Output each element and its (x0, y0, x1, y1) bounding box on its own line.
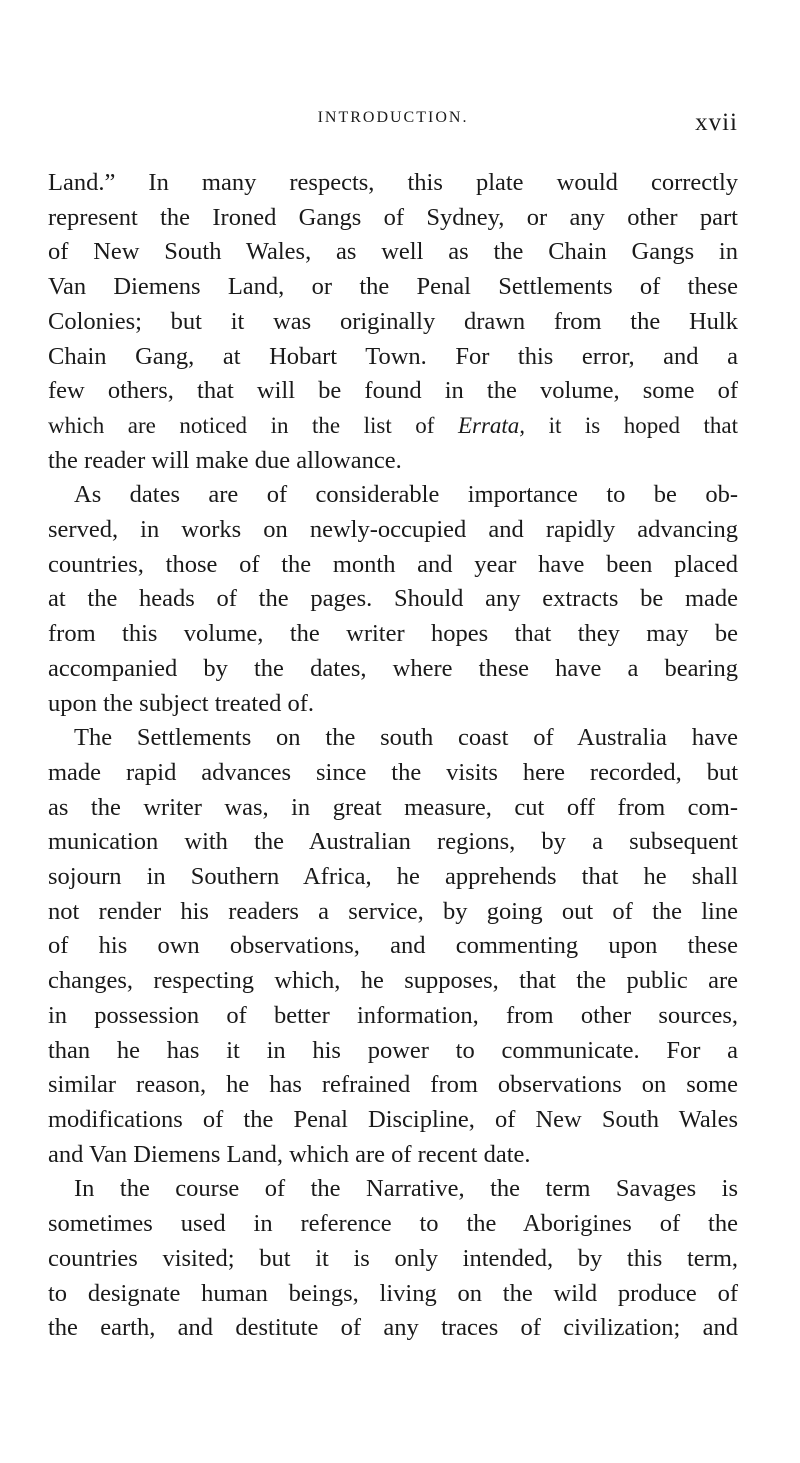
text-fragment: which are noticed in the list of (48, 412, 435, 438)
text-line: of New South Wales, as well as the Chain Gangs in (48, 238, 738, 266)
text-line: in possession of better information, from other sources, (48, 1001, 738, 1029)
text-line: few others, that will be found in the volume, some of (48, 377, 738, 405)
errata-word: Errata, (457, 412, 526, 438)
text-line: represent the Ironed Gangs of Sydney, or any other part (48, 203, 738, 231)
text-line: the earth, and destitute of any traces of civilization; and (48, 1314, 738, 1342)
text-line: Chain Gang, at Hobart Town. For this error, and a (48, 342, 738, 370)
text-line: changes, respecting which, he supposes, that the public are (48, 967, 738, 995)
text-line: than he has it in his power to communicate. For a (48, 1036, 738, 1064)
paragraph-2 (48, 478, 738, 721)
text-line: made rapid advances since the visits here recorded, but (48, 758, 738, 786)
text-line: sojourn in Southern Africa, he apprehends that he shall (48, 863, 738, 891)
text-line: from this volume, the writer hopes that they may be (48, 620, 738, 648)
running-head (48, 108, 738, 144)
text-line: Van Diemens Land, or the Penal Settlements of these (48, 273, 738, 301)
text-line: sometimes used in reference to the Aborigines of the (48, 1210, 738, 1238)
text-line: modifications of the Penal Discipline, of New South Wales (48, 1105, 738, 1133)
text-line: of his own observations, and commenting upon these (48, 932, 738, 960)
text-line: Colonies; but it was originally drawn from the Hulk (48, 307, 738, 335)
text-line: similar reason, he has refrained from observations on some (48, 1071, 738, 1099)
text-fragment: it is hoped that (548, 412, 738, 438)
text-line: countries, those of the month and year have been placed (48, 550, 738, 578)
text-line: to designate human beings, living on the wild produce of (48, 1279, 738, 1307)
text-line: served, in works on newly-occupied and rapidly advancing (48, 516, 738, 544)
text-line: the reader will make due allowance. (48, 446, 402, 474)
page-number: xvii (695, 109, 738, 136)
paragraph-4 (48, 1172, 738, 1346)
text-line: As dates are of considerable importance to be ob- (74, 481, 738, 509)
text-line: munication with the Australian regions, by a subsequent (48, 828, 738, 856)
text-line: Land.” In many respects, this plate would correctly (48, 169, 738, 196)
chapter-title: INTRODUCTION. (317, 109, 469, 126)
body-text (48, 166, 738, 1346)
paragraph-1 (48, 166, 738, 478)
text-line: accompanied by the dates, where these have a bearing (48, 654, 738, 682)
text-line: and Van Diemens Land, which are of recent date. (48, 1140, 531, 1168)
paragraph-3 (48, 721, 738, 1172)
text-line: as the writer was, in great measure, cut off from com- (48, 793, 738, 821)
text-line: not render his readers a service, by going out of the line (48, 897, 738, 925)
text-line-errata (48, 409, 738, 444)
text-line: upon the subject treated of. (48, 689, 315, 717)
text-line: countries visited; but it is only intended, by this term, (48, 1244, 738, 1272)
text-line: In the course of the Narrative, the term Savages is (74, 1175, 738, 1203)
text-line: at the heads of the pages. Should any extracts be made (48, 585, 738, 613)
text-line: The Settlements on the south coast of Australia have (74, 724, 738, 752)
